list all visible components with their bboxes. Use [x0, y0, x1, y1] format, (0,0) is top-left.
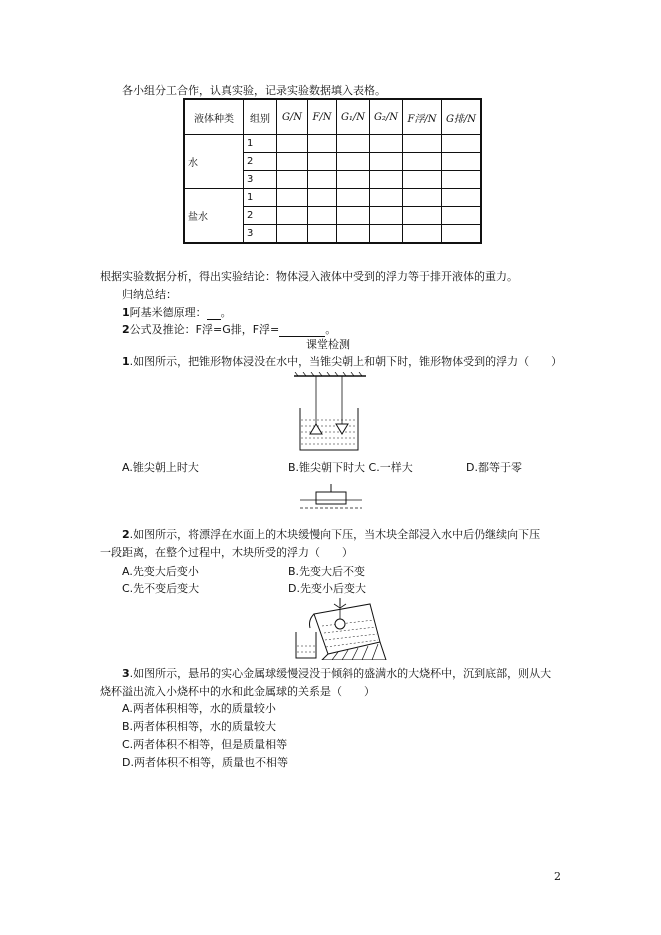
header-liquid: 液体种类: [184, 99, 244, 135]
question-1-stem: 1.如图所示，把锥形物体浸没在水中，当锥尖朝上和朝下时，锥形物体受到的浮力（ ）: [122, 355, 563, 368]
group-cell: 3: [244, 171, 277, 189]
header-group: 组别: [244, 99, 277, 135]
question-3-stem-line-1: 3.如图所示，悬吊的实心金属球缓慢浸没于倾斜的盛满水的大烧杯中，沉到底部，则从大: [122, 667, 552, 680]
summary-item-2: 2公式及推论：F浮=G排，F浮= 。: [122, 323, 337, 336]
liquid-water: 水: [184, 135, 244, 189]
question-2-option-b: B.先变大后不变: [288, 565, 366, 578]
question-2-stem-line-1: 2.如图所示，将漂浮在水面上的木块缓慢向下压，当木块全部浸入水中后仍继续向下压: [122, 528, 541, 541]
section-title: 课堂检测: [306, 338, 350, 351]
header-g-displaced: G排/N: [442, 99, 482, 135]
question-3-option-b: B.两者体积相等，水的质量较大: [122, 720, 277, 733]
question-2-option-a: A.先变大后变小: [122, 565, 199, 578]
group-cell: 3: [244, 225, 277, 244]
conclusion-text: 根据实验数据分析，得出实验结论：物体浸入液体中受到的浮力等于排开液体的重力。: [100, 270, 518, 283]
group-cell: 2: [244, 207, 277, 225]
table-row: [184, 189, 481, 207]
table-header-row: [184, 99, 481, 135]
question-3-option-a: A.两者体积相等，水的质量较小: [122, 702, 276, 715]
question-2-option-d: D.先变小后变大: [288, 582, 366, 595]
question-1-option-a: A.锥尖朝上时大: [122, 461, 199, 474]
header-g1: G₁/N: [337, 99, 370, 135]
header-f: F/N: [308, 99, 337, 135]
header-f-buoyant: F浮/N: [403, 99, 442, 135]
question-3-stem-line-2: 烧杯溢出流入小烧杯中的水和此金属球的关系是（ ）: [100, 685, 375, 698]
header-g2: G₂/N: [370, 99, 403, 135]
summary-title: 归纳总结：: [122, 288, 177, 301]
question-3-option-c: C.两者体积不相等，但是质量相等: [122, 738, 288, 751]
group-cell: 1: [244, 135, 277, 153]
question-2-option-c: C.先不变后变大: [122, 582, 200, 595]
group-cell: 1: [244, 189, 277, 207]
question-3-option-d: D.两者体积不相等，质量也不相等: [122, 756, 288, 769]
intro-text: 各小组分工合作，认真实验，记录实验数据填入表格。: [122, 84, 386, 97]
summary-item-1: 1阿基米德原理： 。: [122, 306, 232, 319]
data-table: [183, 98, 482, 244]
question-1-option-d: D.都等于零: [466, 461, 522, 474]
header-g: G/N: [277, 99, 308, 135]
tilted-beaker-figure: [292, 598, 392, 660]
table-row: [184, 135, 481, 153]
group-cell: 2: [244, 153, 277, 171]
question-2-stem-line-2: 一段距离，在整个过程中，木块所受的浮力（ ）: [100, 546, 353, 559]
question-1-option-bc: B.锥尖朝下时大 C.一样大: [288, 461, 413, 474]
floating-block-figure: [300, 484, 362, 514]
page-number: 2: [554, 870, 561, 883]
cone-in-water-figure: [290, 372, 370, 454]
liquid-saltwater: 盐水: [184, 189, 244, 244]
